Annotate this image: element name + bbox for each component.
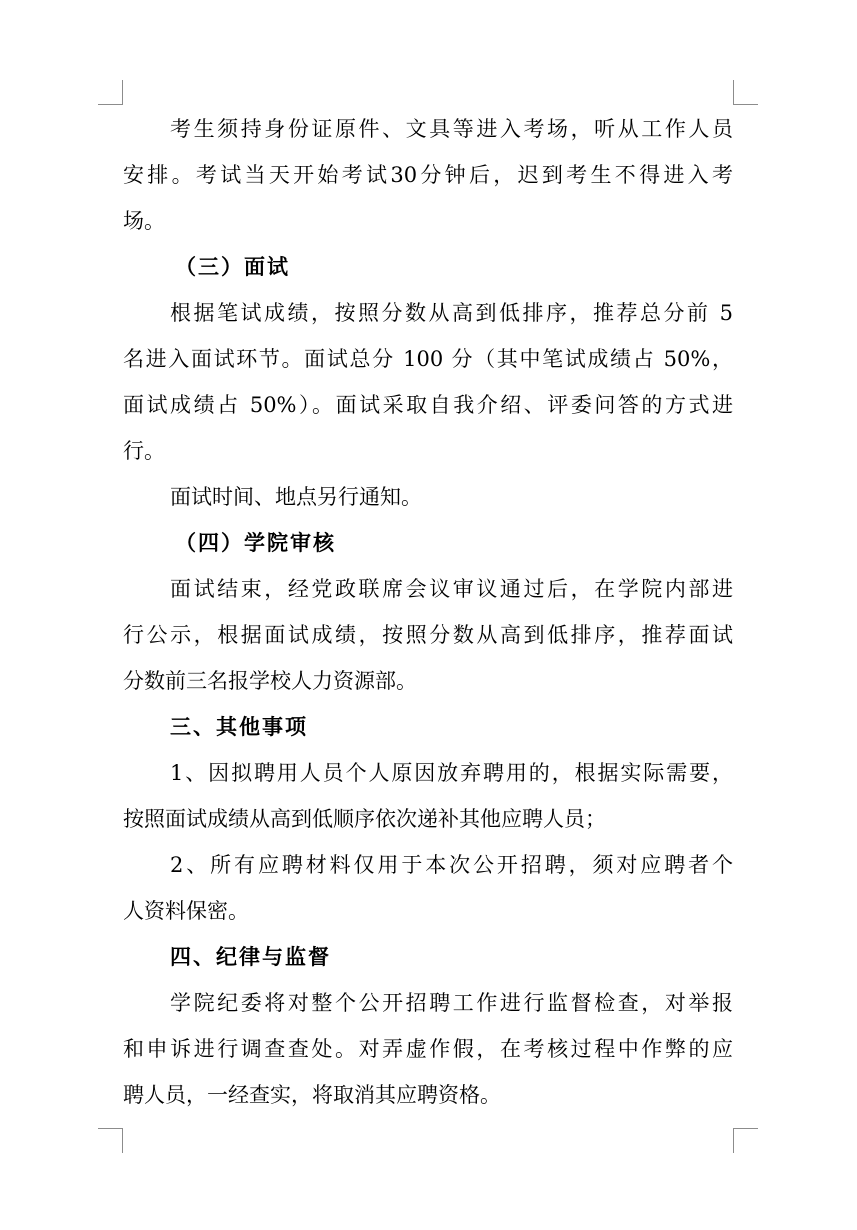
paragraph-interview-ranking xyxy=(123,290,733,474)
text-line: 行公示，根据面试成绩，按照分数从高到低排序，推荐面试 xyxy=(123,623,733,647)
text-line: 场。 xyxy=(123,209,165,233)
text-line: 分数前三名报学校人力资源部。 xyxy=(123,669,417,693)
paragraph-discipline xyxy=(123,980,733,1118)
paragraph-other-item-2 xyxy=(123,842,733,934)
text-line: 1、因拟聘用人员个人原因放弃聘用的，根据实际需要， xyxy=(170,761,733,785)
text-line: 考生须持身份证原件、文具等进入考场，听从工作人员 xyxy=(170,117,733,141)
text-line: 根据笔试成绩，按照分数从高到低排序，推荐总分前 5 xyxy=(170,301,733,325)
paragraph-interview-notice xyxy=(123,474,733,520)
section-heading-discipline: 四、纪律与监督 xyxy=(170,945,331,969)
text-line: 名进入面试环节。面试总分 100 分（其中笔试成绩占 50%， xyxy=(123,347,733,371)
corner-mark-bottom-right xyxy=(733,1128,758,1153)
corner-mark-bottom-left xyxy=(98,1128,123,1153)
paragraph-other-item-1 xyxy=(123,750,733,842)
text-line: 2、所有应聘材料仅用于本次公开招聘，须对应聘者个 xyxy=(170,853,733,877)
corner-mark-top-left xyxy=(98,80,123,105)
text-line: 面试结束，经党政联席会议审议通过后，在学院内部进 xyxy=(170,577,733,601)
document-body xyxy=(123,106,733,1118)
text-line: 按照面试成绩从高到低顺序依次递补其他应聘人员； xyxy=(123,807,606,831)
section-heading-other-matters: 三、其他事项 xyxy=(170,715,308,739)
section-heading-interview: （三）面试 xyxy=(175,255,290,279)
text-line: 聘人员，一经查实，将取消其应聘资格。 xyxy=(123,1083,501,1107)
text-line: 人资料保密。 xyxy=(123,899,249,923)
text-line: 行。 xyxy=(123,439,165,463)
section-heading-college-review: （四）学院审核 xyxy=(175,531,336,555)
text-line: 面试时间、地点另行通知。 xyxy=(170,485,422,509)
paragraph-exam-rules xyxy=(123,106,733,244)
corner-mark-top-right xyxy=(733,80,758,105)
text-line: 面试成绩占 50%）。面试采取自我介绍、评委问答的方式进 xyxy=(123,393,733,417)
paragraph-college-review xyxy=(123,566,733,704)
text-line: 学院纪委将对整个公开招聘工作进行监督检查，对举报 xyxy=(170,991,733,1015)
text-line: 安排。考试当天开始考试30分钟后，迟到考生不得进入考 xyxy=(123,163,733,187)
text-line: 和申诉进行调查查处。对弄虚作假，在考核过程中作弊的应 xyxy=(123,1037,733,1061)
